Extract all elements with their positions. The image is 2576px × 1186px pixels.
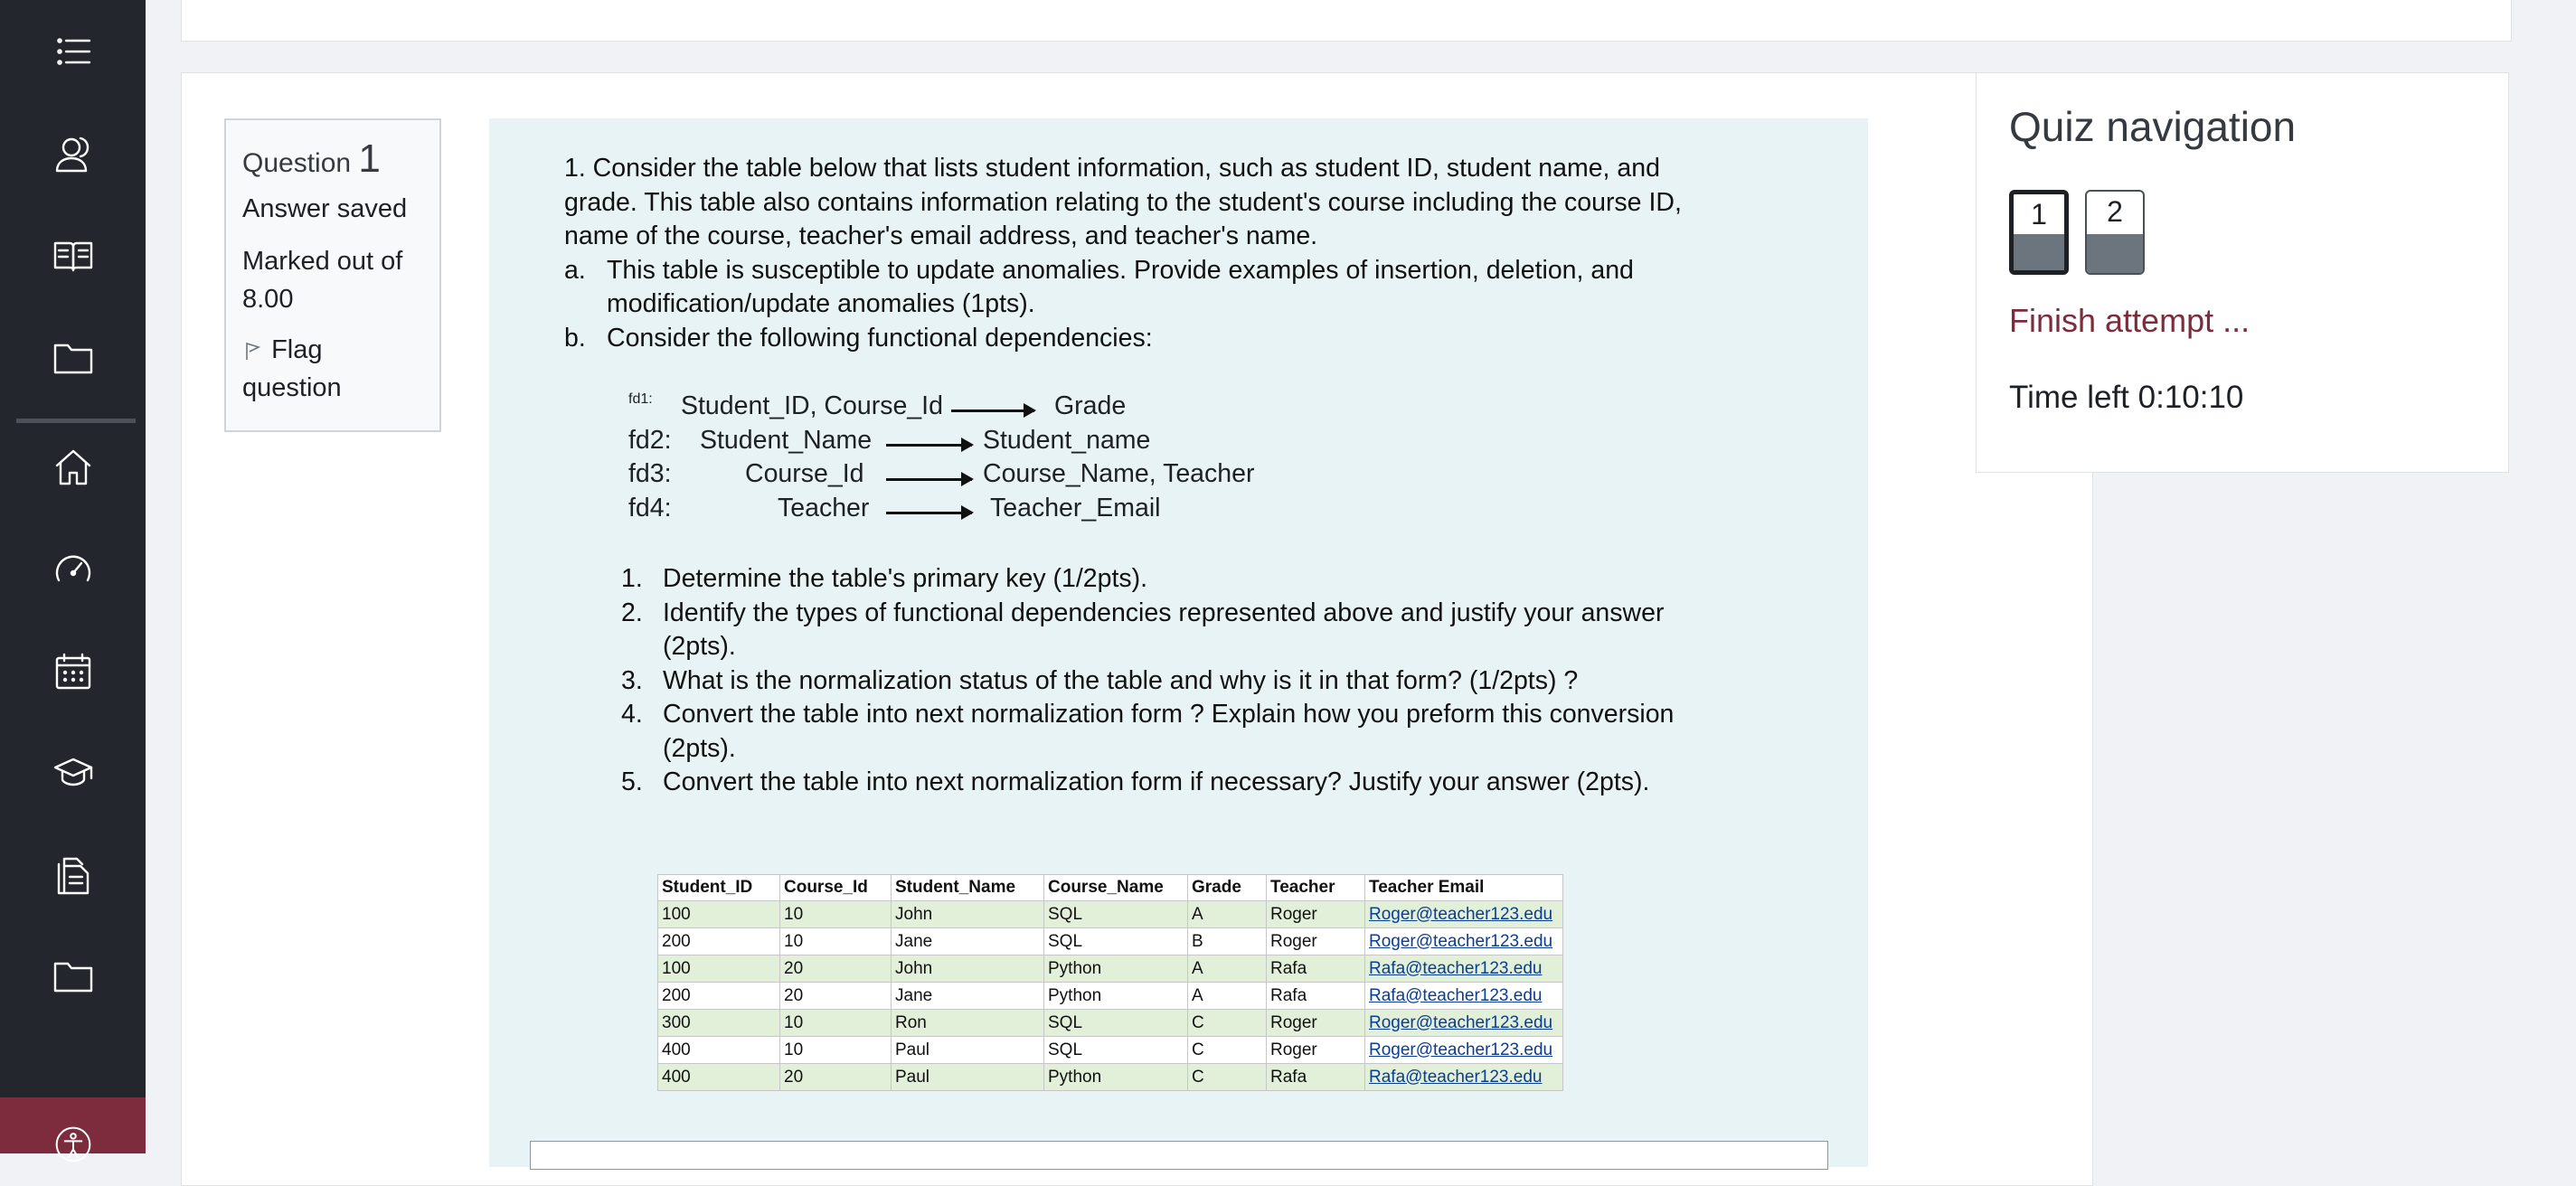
table-cell[interactable]: Roger@teacher123.edu bbox=[1365, 1037, 1563, 1064]
task-text: Convert the table into next normalization form if necessary? Justify your answer (2pts). bbox=[663, 767, 1650, 796]
table-cell[interactable]: Roger@teacher123.edu bbox=[1365, 1010, 1563, 1037]
timer-label: Time left bbox=[2009, 380, 2129, 415]
table-cell: A bbox=[1188, 983, 1267, 1010]
column-header: Grade bbox=[1188, 875, 1267, 901]
graduation-cap-icon[interactable] bbox=[51, 750, 96, 795]
quiz-timer bbox=[2009, 380, 2243, 416]
table-cell: Rafa bbox=[1267, 983, 1365, 1010]
table-cell: C bbox=[1188, 1064, 1267, 1091]
list-item bbox=[621, 698, 1706, 766]
flag-icon bbox=[242, 340, 264, 362]
fd-label: fd3: bbox=[628, 459, 672, 488]
quiz-nav-button-2[interactable] bbox=[2085, 190, 2145, 275]
question-info bbox=[224, 118, 441, 432]
task-text: Identify the types of functional dependencies represented above and justify your answer (2pts). bbox=[663, 598, 1665, 661]
fd-right: Course_Name, Teacher bbox=[983, 459, 1255, 488]
table-row bbox=[658, 955, 1563, 983]
table-cell: 200 bbox=[658, 928, 780, 955]
fd-left: Teacher bbox=[778, 494, 870, 522]
dashboard-icon[interactable] bbox=[51, 547, 96, 592]
folder-icon[interactable] bbox=[51, 954, 96, 999]
quiz-nav-button-label: 1 bbox=[2031, 198, 2047, 231]
task-number: 2. bbox=[621, 598, 643, 627]
table-cell: SQL bbox=[1044, 1010, 1188, 1037]
table-cell: Ron bbox=[892, 1010, 1044, 1037]
table-cell: Jane bbox=[892, 928, 1044, 955]
answered-indicator bbox=[2087, 234, 2143, 273]
task-text: What is the normalization status of the table and why is it in that form? (1/2pts) ? bbox=[663, 665, 1579, 695]
table-cell: 10 bbox=[780, 1037, 892, 1064]
table-cell: SQL bbox=[1044, 928, 1188, 955]
column-header: Course_Id bbox=[780, 875, 892, 901]
answer-editor[interactable] bbox=[530, 1141, 1828, 1170]
question-grade: Marked out of 8.00 bbox=[242, 247, 403, 314]
table-cell[interactable]: Rafa@teacher123.edu bbox=[1365, 1064, 1563, 1091]
task-text: Determine the table's primary key (1/2pts). bbox=[663, 564, 1148, 593]
column-header: Course_Name bbox=[1044, 875, 1188, 901]
table-cell: Roger bbox=[1267, 928, 1365, 955]
table-cell: John bbox=[892, 901, 1044, 928]
accessibility-button[interactable] bbox=[0, 1097, 146, 1153]
part-b-label: b. bbox=[564, 323, 586, 353]
list-item bbox=[621, 664, 1706, 699]
table-cell: Paul bbox=[892, 1037, 1044, 1064]
column-header: Student_ID bbox=[658, 875, 780, 901]
sidebar bbox=[0, 0, 146, 1153]
menu-icon[interactable] bbox=[51, 29, 96, 74]
arrow-icon bbox=[886, 478, 972, 481]
table-cell: 400 bbox=[658, 1037, 780, 1064]
fd-left: Student_Name bbox=[700, 426, 873, 455]
table-cell: 100 bbox=[658, 955, 780, 983]
table-cell: Python bbox=[1044, 1064, 1188, 1091]
top-card bbox=[181, 0, 2512, 42]
table-cell: 200 bbox=[658, 983, 780, 1010]
list-item bbox=[621, 766, 1706, 800]
calendar-icon[interactable] bbox=[51, 649, 96, 694]
column-header: Student_Name bbox=[892, 875, 1044, 901]
table-cell: Paul bbox=[892, 1064, 1044, 1091]
quiz-navigation-title: Quiz navigation bbox=[2009, 103, 2297, 150]
task-text: Convert the table into next normalization form ? Explain how you preform this conversion (2pts). bbox=[663, 700, 1675, 763]
table-cell: Roger bbox=[1267, 1010, 1365, 1037]
table-cell: SQL bbox=[1044, 1037, 1188, 1064]
task-number: 3. bbox=[621, 665, 643, 695]
table-cell: 400 bbox=[658, 1064, 780, 1091]
table-cell: Jane bbox=[892, 983, 1044, 1010]
arrow-icon bbox=[886, 444, 972, 447]
question-number bbox=[242, 136, 423, 182]
table-cell: C bbox=[1188, 1010, 1267, 1037]
question-intro: 1. Consider the table below that lists student information, such as student ID, student name, and grade. This table also contains information relating to the student's course including the course ID, name of the course, teacher's email address, and teacher's name. bbox=[564, 154, 1682, 250]
fd-right: Grade bbox=[1054, 391, 1127, 420]
files-icon[interactable] bbox=[51, 852, 96, 898]
question-state: Answer saved bbox=[242, 194, 408, 223]
table-cell: Roger bbox=[1267, 1037, 1365, 1064]
table-cell: C bbox=[1188, 1037, 1267, 1064]
task-number: 5. bbox=[621, 767, 643, 796]
table-row bbox=[658, 901, 1563, 928]
table-header-row bbox=[658, 875, 1563, 901]
table-cell: SQL bbox=[1044, 901, 1188, 928]
participants-icon[interactable] bbox=[51, 132, 96, 177]
table-cell: Rafa bbox=[1267, 1064, 1365, 1091]
table-cell: 10 bbox=[780, 1010, 892, 1037]
home-icon[interactable] bbox=[51, 445, 96, 490]
arrow-icon bbox=[886, 512, 972, 514]
quiz-nav-button-label: 2 bbox=[2107, 195, 2123, 228]
column-header: Teacher Email bbox=[1365, 875, 1563, 901]
table-cell: Roger bbox=[1267, 901, 1365, 928]
table-cell: 20 bbox=[780, 1064, 892, 1091]
table-cell: 20 bbox=[780, 983, 892, 1010]
table-row bbox=[658, 1064, 1563, 1091]
question-label: Question bbox=[242, 148, 352, 178]
table-cell: 10 bbox=[780, 928, 892, 955]
book-icon[interactable] bbox=[51, 233, 96, 278]
folder-icon[interactable] bbox=[51, 335, 96, 381]
finish-attempt-link[interactable]: Finish attempt ... bbox=[2009, 302, 2250, 339]
list-item bbox=[621, 597, 1706, 664]
table-cell[interactable]: Roger@teacher123.edu bbox=[1365, 928, 1563, 955]
table-cell[interactable]: Rafa@teacher123.edu bbox=[1365, 955, 1563, 983]
flag-label: Flag question bbox=[242, 335, 342, 402]
table-cell: Python bbox=[1044, 983, 1188, 1010]
column-header: Teacher bbox=[1267, 875, 1365, 901]
table-cell: John bbox=[892, 955, 1044, 983]
part-a bbox=[564, 254, 1703, 322]
fd-left: Student_ID, Course_Id bbox=[681, 391, 943, 420]
table-cell: 300 bbox=[658, 1010, 780, 1037]
fd-left: Course_Id bbox=[745, 459, 864, 488]
task-list bbox=[621, 562, 1706, 800]
table-cell: Rafa bbox=[1267, 955, 1365, 983]
arrow-icon bbox=[951, 409, 1034, 412]
table-cell: A bbox=[1188, 955, 1267, 983]
table-cell: Python bbox=[1044, 955, 1188, 983]
fd-label: fd2: bbox=[628, 426, 672, 455]
table-row bbox=[658, 1037, 1563, 1064]
part-a-label: a. bbox=[564, 255, 586, 285]
list-item bbox=[621, 562, 1706, 597]
table-cell: 10 bbox=[780, 901, 892, 928]
table-cell[interactable]: Rafa@teacher123.edu bbox=[1365, 983, 1563, 1010]
part-b-text: Consider the following functional dependencies: bbox=[607, 323, 1153, 353]
table-row bbox=[658, 1010, 1563, 1037]
table-cell: B bbox=[1188, 928, 1267, 955]
question-number-value: 1 bbox=[358, 136, 381, 181]
fd-right: Student_name bbox=[983, 426, 1151, 455]
timer-value: 0:10:10 bbox=[2137, 380, 2244, 415]
table-row bbox=[658, 928, 1563, 955]
table-cell: A bbox=[1188, 901, 1267, 928]
fd-right: Teacher_Email bbox=[990, 494, 1161, 522]
table-row bbox=[658, 983, 1563, 1010]
fd-label: fd4: bbox=[628, 494, 672, 522]
flag-question-link[interactable] bbox=[242, 331, 423, 407]
fd-label: fd1: bbox=[628, 391, 653, 407]
accessibility-icon bbox=[53, 1125, 93, 1164]
table-cell: 100 bbox=[658, 901, 780, 928]
student-table bbox=[657, 874, 1563, 1091]
task-number: 1. bbox=[621, 564, 643, 593]
part-a-text: This table is susceptible to update anomalies. Provide examples of insertion, deletion, and modification/update anomalies (1pts). bbox=[607, 255, 1634, 318]
part-b bbox=[564, 322, 1703, 356]
quiz-nav-button-1[interactable] bbox=[2009, 190, 2069, 275]
task-number: 4. bbox=[621, 700, 643, 729]
answered-indicator bbox=[2014, 234, 2064, 270]
sidebar-divider bbox=[16, 419, 136, 423]
table-cell[interactable]: Roger@teacher123.edu bbox=[1365, 901, 1563, 928]
question-text bbox=[564, 152, 1703, 355]
table-cell: 20 bbox=[780, 955, 892, 983]
